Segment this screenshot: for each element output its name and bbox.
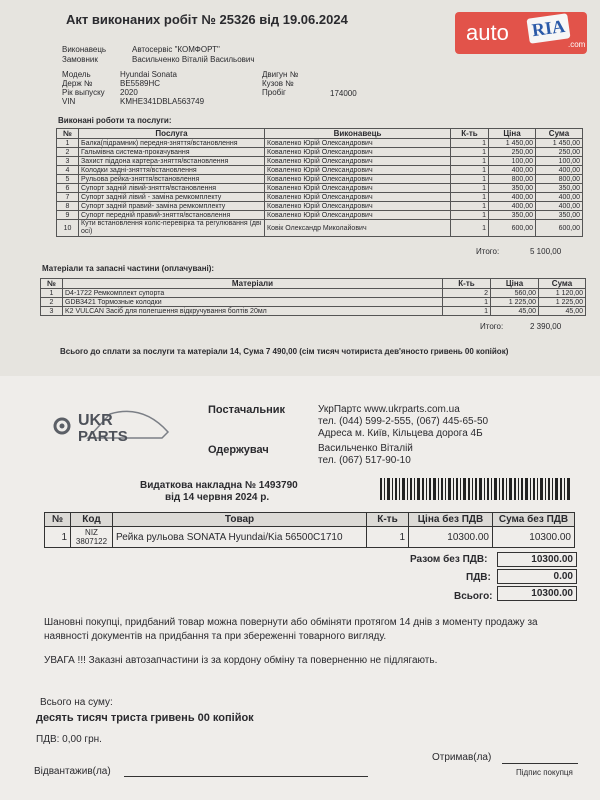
- work-n: 4: [57, 166, 79, 175]
- work-sum: 800,00: [536, 175, 583, 184]
- invoice-row-code-line2: 3807122: [75, 537, 108, 546]
- plate-label: Держ №: [62, 79, 93, 88]
- work-price: 400,00: [489, 166, 536, 175]
- material-qty: 1: [443, 307, 491, 316]
- invoice-table: [44, 512, 575, 548]
- year-label: Рік выпуску: [62, 88, 105, 97]
- table-row: [57, 175, 583, 184]
- receiver-line: тел. (067) 517-90-10: [318, 455, 411, 466]
- work-executor: Коваленко Юрій Олександрович: [265, 184, 451, 193]
- materials-header-price: Ціна: [491, 279, 539, 289]
- work-sum: 600,00: [536, 220, 583, 237]
- work-price: 600,00: [489, 220, 536, 237]
- materials-heading: Матеріали та запасні частини (оплачувані):: [42, 264, 215, 273]
- work-executor: Коваленко Юрій Олександрович: [265, 148, 451, 157]
- invoice-title: Видаткова накладна № 1493790: [140, 480, 298, 491]
- work-n: 1: [57, 139, 79, 148]
- invoice-row-n: 1: [45, 527, 71, 548]
- work-sum: 350,00: [536, 184, 583, 193]
- work-n: 9: [57, 211, 79, 220]
- invoice-row-code-line1: NIZ: [85, 528, 98, 537]
- materials-total-label: Итого:: [480, 322, 504, 331]
- work-price: 350,00: [489, 184, 536, 193]
- work-service: Супорт задній лівий - заміна ремкомплекту: [79, 193, 265, 202]
- material-sum: 1 225,00: [539, 298, 586, 307]
- work-executor: Коваленко Юрій Олександрович: [265, 193, 451, 202]
- materials-table: [40, 278, 586, 316]
- work-n: 2: [57, 148, 79, 157]
- barcode-icon: [380, 478, 572, 500]
- work-price: 400,00: [489, 193, 536, 202]
- work-n: 7: [57, 193, 79, 202]
- works-header-sum: Сума: [536, 129, 583, 139]
- grand-total-text: Всього до сплати за послуги та матеріали 14, Сума 7 490,00 (сім тисяч чотириста дев'яносто гривень 00 копійок): [60, 347, 509, 356]
- watermark-auto-text: auto: [466, 20, 509, 45]
- supplier-line: УкрПартс www.ukrparts.com.ua: [318, 404, 460, 415]
- materials-header-row: [41, 279, 586, 289]
- work-qty: 1: [451, 202, 489, 211]
- work-sum: 100,00: [536, 157, 583, 166]
- table-row: [57, 184, 583, 193]
- performer-value: Автосервіс "КОМФОРТ": [132, 45, 220, 54]
- plate-value: BE5589HC: [120, 79, 161, 88]
- vin-label: VIN: [62, 97, 76, 106]
- work-executor: Коваленко Юрій Олександрович: [265, 202, 451, 211]
- warning-text: УВАГА !!! Заказні автозапчастини із за кордону обміну та поверненню не підлягають.: [44, 655, 438, 666]
- invoice-row-name: Рейка рульова SONATA Hyundai/Kia 56500C1710: [113, 527, 367, 548]
- shipped-signature-line: [124, 776, 368, 777]
- work-qty: 1: [451, 139, 489, 148]
- work-price: 350,00: [489, 211, 536, 220]
- table-row: [41, 307, 586, 316]
- materials-total-value: 2 390,00: [530, 322, 562, 331]
- work-service: Супорт задній лівий-зняття/встановлення: [79, 184, 265, 193]
- material-name: K2 VULCAN Засіб для полегшення відкручування болтів 20мл: [63, 307, 443, 316]
- receiver-line: Васильченко Віталій: [318, 443, 413, 454]
- year-value: 2020: [120, 88, 138, 97]
- signature-caption: Підпис покупця: [516, 768, 573, 777]
- work-executor: Коваленко Юрій Олександрович: [265, 175, 451, 184]
- works-header-row: [57, 129, 583, 139]
- material-name: GDB3421 Тормозные колодки: [63, 298, 443, 307]
- customer-label: Замовник: [62, 55, 98, 64]
- material-price: 560,00: [491, 289, 539, 298]
- mileage-value: 174000: [330, 89, 357, 98]
- invoice-header-qty: К-ть: [367, 513, 409, 527]
- work-service: Супорт задній правий- заміна ремкомплекту: [79, 202, 265, 211]
- watermark-suffix: .com: [568, 40, 586, 49]
- vat-value: 0.00: [497, 569, 577, 584]
- materials-header-qty: К-ть: [443, 279, 491, 289]
- performer-label: Виконавець: [62, 45, 107, 54]
- work-qty: 1: [451, 211, 489, 220]
- invoice-header-row: [45, 513, 575, 527]
- invoice-header-code: Код: [71, 513, 113, 527]
- table-row: [57, 202, 583, 211]
- return-notice: Шановні покупці, придбаний товар можна повернути або обміняти протягом 14 днів з моменту продажу за наявності документів на придбання та при збереженні товарного вигляду.: [44, 617, 538, 642]
- supplier-line: Адреса м. Київ, Кільцева дорога 4Б: [318, 428, 483, 439]
- work-executor: Коваленко Юрій Олександрович: [265, 139, 451, 148]
- table-row: [41, 289, 586, 298]
- logo-parts: PARTS: [78, 428, 128, 445]
- sum-words-value: десять тисяч триста гривень 00 копійок: [36, 712, 254, 724]
- work-sum: 1 450,00: [536, 139, 583, 148]
- work-executor: Коваленко Юрій Олександрович: [265, 157, 451, 166]
- invoice-header-sum: Сума без ПДВ: [493, 513, 575, 527]
- subtotal-value: 10300.00: [497, 552, 577, 567]
- mileage-label: Пробіг: [262, 88, 286, 97]
- vin-value: KMHE341DBLA563749: [120, 97, 205, 106]
- table-row: [57, 220, 583, 237]
- work-n: 8: [57, 202, 79, 211]
- works-header-n: №: [57, 129, 79, 139]
- work-service: Колодки задні-зняття/встановлення: [79, 166, 265, 175]
- model-label: Модель: [62, 70, 91, 79]
- work-price: 400,00: [489, 202, 536, 211]
- work-qty: 1: [451, 175, 489, 184]
- work-service: Захист піддона картера-зняття/встановлення: [79, 157, 265, 166]
- supplier-label: Постачальник: [208, 404, 285, 416]
- work-executor: Коваленко Юрій Олександрович: [265, 166, 451, 175]
- works-header-price: Ціна: [489, 129, 536, 139]
- material-qty: 1: [443, 298, 491, 307]
- customer-value: Васильченко Віталій Васильович: [132, 55, 255, 64]
- invoice-row-qty: 1: [367, 527, 409, 548]
- works-heading: Виконані роботи та послуги:: [58, 116, 172, 125]
- work-sum: 400,00: [536, 166, 583, 175]
- material-sum: 1 120,00: [539, 289, 586, 298]
- engine-label: Двигун №: [262, 70, 299, 79]
- table-row: [57, 139, 583, 148]
- invoice-header-n: №: [45, 513, 71, 527]
- material-n: 3: [41, 307, 63, 316]
- material-n: 2: [41, 298, 63, 307]
- work-service: Супорт передній правий-зняття/встановлення: [79, 211, 265, 220]
- work-service: Гальмівна система-прокачування: [79, 148, 265, 157]
- table-row: [45, 527, 575, 548]
- received-label: Отримав(ла): [432, 752, 492, 763]
- materials-header-sum: Сума: [539, 279, 586, 289]
- table-row: [57, 211, 583, 220]
- work-n: 10: [57, 220, 79, 237]
- material-price: 45,00: [491, 307, 539, 316]
- material-qty: 2: [443, 289, 491, 298]
- work-service: Кути встановлення коліс-перевірка та регулювання (дві осі): [79, 220, 265, 237]
- vat-note: ПДВ: 0,00 грн.: [36, 734, 102, 745]
- total-label: Всього:: [454, 591, 493, 602]
- total-value: 10300.00: [497, 586, 577, 601]
- works-header-qty: К-ть: [451, 129, 489, 139]
- table-row: [57, 148, 583, 157]
- work-n: 6: [57, 184, 79, 193]
- invoice-row-sum: 10300.00: [493, 527, 575, 548]
- work-sum: 350,00: [536, 211, 583, 220]
- work-qty: 1: [451, 220, 489, 237]
- supplier-line: тел. (044) 599-2-555, (067) 445-65-50: [318, 416, 489, 427]
- material-name: D4-1722 Ремкомплект супорта: [63, 289, 443, 298]
- materials-header-name: Матеріали: [63, 279, 443, 289]
- work-price: 100,00: [489, 157, 536, 166]
- material-n: 1: [41, 289, 63, 298]
- work-qty: 1: [451, 148, 489, 157]
- material-price: 1 225,00: [491, 298, 539, 307]
- work-sum: 400,00: [536, 202, 583, 211]
- work-service: Балка(підрамник) передня-зняття/встановлення: [79, 139, 265, 148]
- work-sum: 250,00: [536, 148, 583, 157]
- body-label: Кузов №: [262, 79, 294, 88]
- vat-label: ПДВ:: [466, 572, 491, 583]
- work-price: 250,00: [489, 148, 536, 157]
- works-header-executor: Виконавець: [265, 129, 451, 139]
- work-executor: Коваленко Юрій Олександрович: [265, 211, 451, 220]
- work-price: 800,00: [489, 175, 536, 184]
- works-header-service: Послуга: [79, 129, 265, 139]
- subtotal-label: Разом без ПДВ:: [410, 554, 488, 565]
- works-total-value: 5 100,00: [530, 247, 562, 256]
- act-title: Акт виконаних робіт № 25326 від 19.06.2024: [66, 12, 348, 27]
- shipped-label: Відвантажив(ла): [34, 766, 111, 777]
- watermark-ria-text: RIA: [526, 13, 570, 43]
- table-row: [41, 298, 586, 307]
- work-qty: 1: [451, 184, 489, 193]
- logo-ukr: UKR: [78, 412, 113, 429]
- works-table: [56, 128, 583, 237]
- receiver-label: Одержувач: [208, 444, 269, 456]
- table-row: [57, 157, 583, 166]
- received-signature-line: [502, 763, 578, 764]
- invoice-date: від 14 червня 2024 р.: [165, 492, 270, 503]
- invoice-header-goods: Товар: [113, 513, 367, 527]
- work-n: 3: [57, 157, 79, 166]
- work-qty: 1: [451, 166, 489, 175]
- model-value: Hyundai Sonata: [120, 70, 177, 79]
- work-price: 1 450,00: [489, 139, 536, 148]
- materials-header-n: №: [41, 279, 63, 289]
- invoice-header-price: Ціна без ПДВ: [409, 513, 493, 527]
- material-sum: 45,00: [539, 307, 586, 316]
- table-row: [57, 193, 583, 202]
- work-n: 5: [57, 175, 79, 184]
- works-total-label: Итого:: [476, 247, 500, 256]
- work-service: Рульова рейка-зняття/встановлення: [79, 175, 265, 184]
- sum-words-label: Всього на суму:: [40, 697, 113, 708]
- invoice-row-code: [71, 527, 113, 548]
- work-sum: 400,00: [536, 193, 583, 202]
- act-document: [0, 0, 600, 376]
- work-executor: Ковік Олександр Миколайович: [265, 220, 451, 237]
- table-row: [57, 166, 583, 175]
- work-qty: 1: [451, 157, 489, 166]
- invoice-row-price: 10300.00: [409, 527, 493, 548]
- work-qty: 1: [451, 193, 489, 202]
